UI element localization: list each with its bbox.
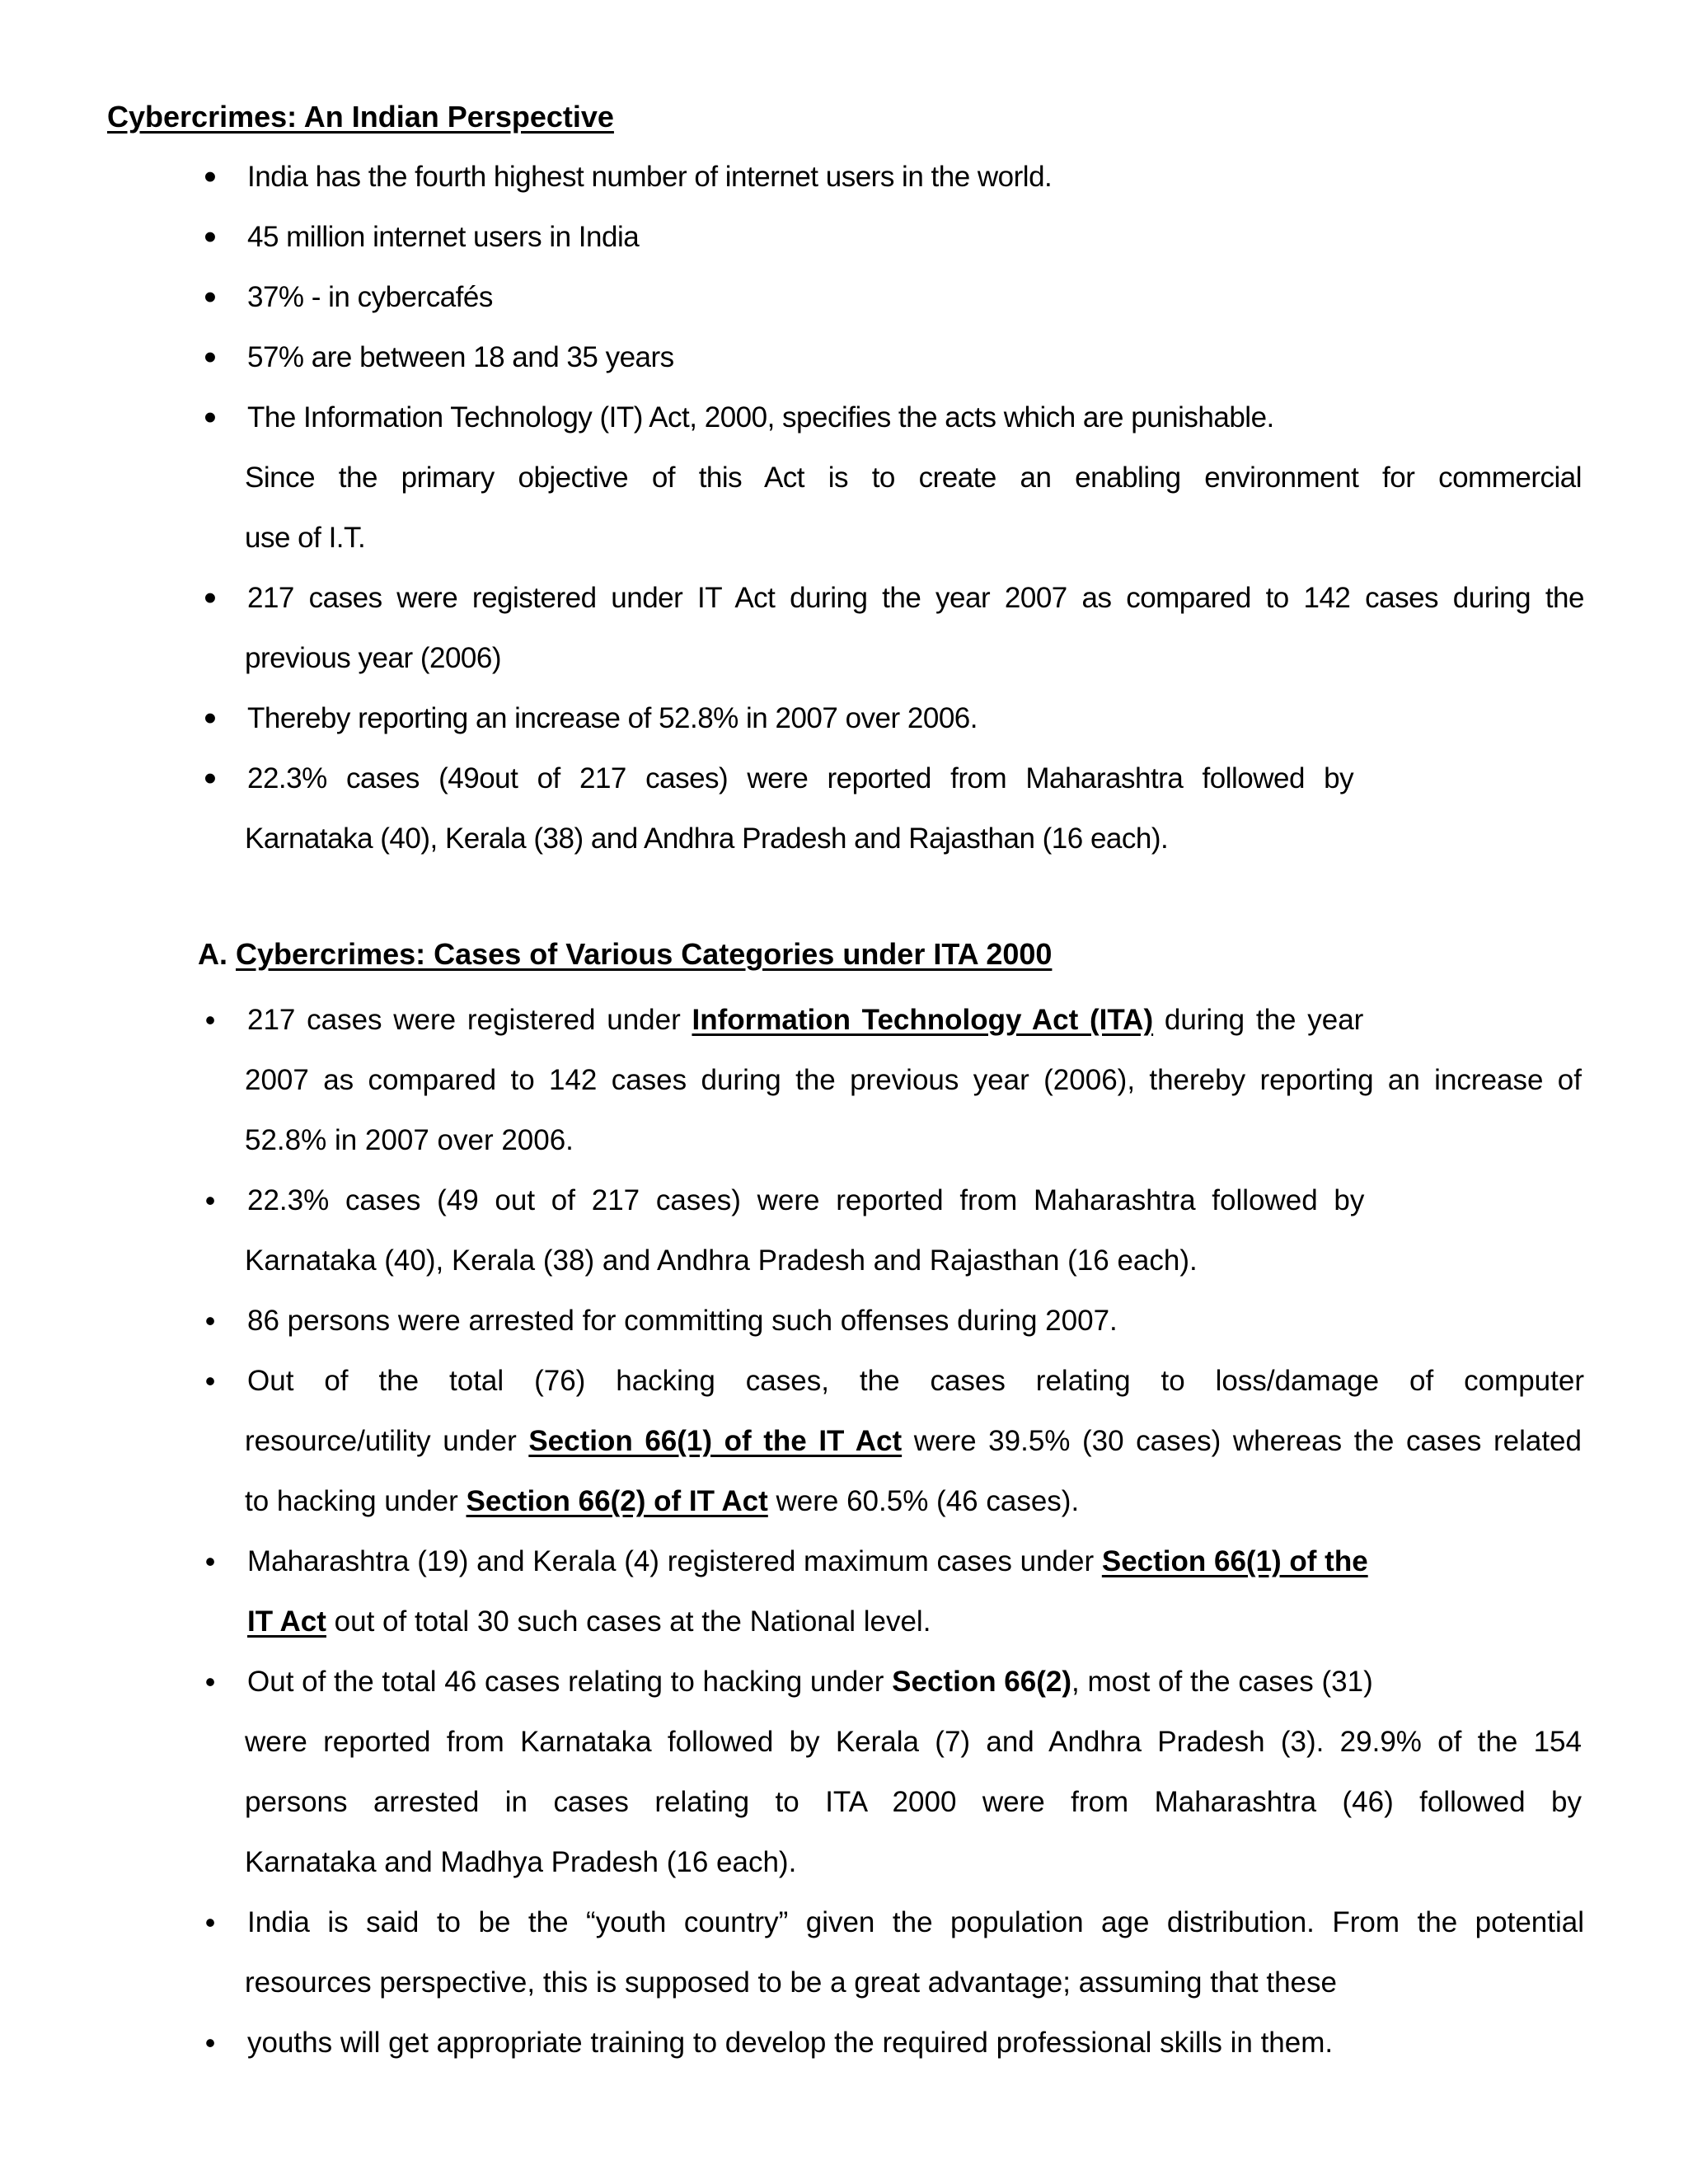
bullet-text: 217 cases were registered under IT Act during the year 2007 as compared to 142 cases during the bbox=[247, 582, 1584, 614]
bullet-text: 52.8% in 2007 over 2006. bbox=[245, 1124, 574, 1156]
bullet-icon: • bbox=[204, 698, 217, 738]
section-title: Cybercrimes: Cases of Various Categories under ITA 2000 bbox=[236, 937, 1053, 971]
bullet-icon: • bbox=[204, 578, 217, 618]
bullet-text: use of I.T. bbox=[245, 522, 366, 554]
bullet-text: Out of the total (76) hacking cases, the cases relating to loss/damage of computer bbox=[247, 1365, 1584, 1397]
bullet-text: 86 persons were arrested for committing such offenses during 2007. bbox=[247, 1305, 1118, 1337]
list-item bbox=[0, 568, 1688, 688]
bullet-text: Karnataka (40), Kerala (38) and Andhra Pradesh and Rajasthan (16 each). bbox=[245, 823, 1169, 855]
list-item bbox=[0, 267, 1688, 327]
bullet-icon: • bbox=[204, 1544, 216, 1578]
bullet-icon: • bbox=[204, 758, 217, 799]
bullet-icon: • bbox=[204, 1003, 216, 1037]
section-heading bbox=[198, 935, 1052, 974]
intro-bullet-list bbox=[0, 147, 1688, 869]
bullet-text: previous year (2006) bbox=[245, 642, 501, 674]
bullet-text: persons arrested in cases relating to ITA 2000 were from Maharashtra (46) followed by bbox=[245, 1786, 1582, 1818]
list-item bbox=[0, 207, 1688, 267]
bullet-icon: • bbox=[204, 1364, 216, 1398]
bullet-icon: • bbox=[204, 277, 217, 317]
list-item bbox=[0, 1170, 1688, 1291]
bullet-text: 22.3% cases (49out of 217 cases) were reported from Maharashtra followed by bbox=[247, 762, 1354, 794]
bullet-text: 2007 as compared to 142 cases during the previous year (2006), thereby reporting an increase of bbox=[245, 1064, 1582, 1096]
bullet-text: Thereby reporting an increase of 52.8% in 2007 over 2006. bbox=[247, 702, 978, 734]
list-item bbox=[0, 1291, 1688, 1351]
bullet-icon: • bbox=[204, 157, 217, 197]
bullet-text: Karnataka and Madhya Pradesh (16 each). bbox=[245, 1846, 797, 1878]
bullet-text: 57% are between 18 and 35 years bbox=[247, 341, 674, 373]
bullet-icon: • bbox=[204, 2026, 216, 2060]
bullet-text: resources perspective, this is supposed to be a great advantage; assuming that these bbox=[245, 1966, 1337, 1999]
bullet-icon: • bbox=[204, 1304, 216, 1338]
list-item bbox=[0, 1652, 1688, 1892]
list-item bbox=[0, 1351, 1688, 1531]
list-item bbox=[0, 387, 1688, 568]
page-title: Cybercrimes: An Indian Perspective bbox=[107, 100, 614, 134]
bullet-text: 22.3% cases (49 out of 217 cases) were reported from Maharashtra followed by bbox=[247, 1184, 1365, 1216]
bullet-icon: • bbox=[204, 1665, 216, 1699]
bullet-icon: • bbox=[204, 337, 217, 377]
list-item bbox=[0, 688, 1688, 748]
section-marker: A. bbox=[198, 937, 227, 971]
list-item bbox=[0, 748, 1688, 869]
bullet-text: youths will get appropriate training to develop the required professional skills in them. bbox=[247, 2027, 1334, 2059]
list-item bbox=[0, 2013, 1688, 2073]
bullet-text: Since the primary objective of this Act is to create an enabling environment for commercial bbox=[245, 462, 1582, 494]
list-item bbox=[0, 1531, 1688, 1652]
bullet-text: to hacking under Section 66(2) of IT Act were 60.5% (46 cases). bbox=[245, 1485, 1080, 1517]
bullet-text: were reported from Karnataka followed by Kerala (7) and Andhra Pradesh (3). 29.9% of the 154 bbox=[245, 1726, 1582, 1758]
bullet-text: India has the fourth highest number of internet users in the world. bbox=[247, 161, 1053, 193]
bullet-text: 45 million internet users in India bbox=[247, 221, 640, 253]
bullet-text: Out of the total 46 cases relating to hacking under Section 66(2), most of the cases (31) bbox=[247, 1666, 1373, 1698]
bullet-icon: • bbox=[204, 397, 217, 438]
bullet-text: 37% - in cybercafés bbox=[247, 281, 493, 313]
bullet-text: India is said to be the “youth country” given the population age distribution. From the potential bbox=[247, 1906, 1584, 1938]
list-item bbox=[0, 990, 1688, 1170]
bullet-icon: • bbox=[204, 1183, 216, 1217]
bullet-text: IT Act out of total 30 such cases at the National level. bbox=[247, 1605, 931, 1638]
bullet-text: Maharashtra (19) and Kerala (4) registered maximum cases under Section 66(1) of the bbox=[247, 1545, 1368, 1577]
bullet-text: 217 cases were registered under Information Technology Act (ITA) during the year bbox=[247, 1004, 1364, 1036]
list-item bbox=[0, 327, 1688, 387]
bullet-icon: • bbox=[204, 217, 217, 257]
list-item bbox=[0, 147, 1688, 207]
section-a-bullet-list bbox=[0, 990, 1688, 2073]
bullet-text: resource/utility under Section 66(1) of the IT Act were 39.5% (30 cases) whereas the cases related bbox=[245, 1425, 1582, 1457]
bullet-icon: • bbox=[204, 1905, 216, 1939]
list-item bbox=[0, 1892, 1688, 2013]
bullet-text: The Information Technology (IT) Act, 2000, specifies the acts which are punishable. bbox=[247, 401, 1274, 434]
bullet-text: Karnataka (40), Kerala (38) and Andhra Pradesh and Rajasthan (16 each). bbox=[245, 1244, 1198, 1277]
